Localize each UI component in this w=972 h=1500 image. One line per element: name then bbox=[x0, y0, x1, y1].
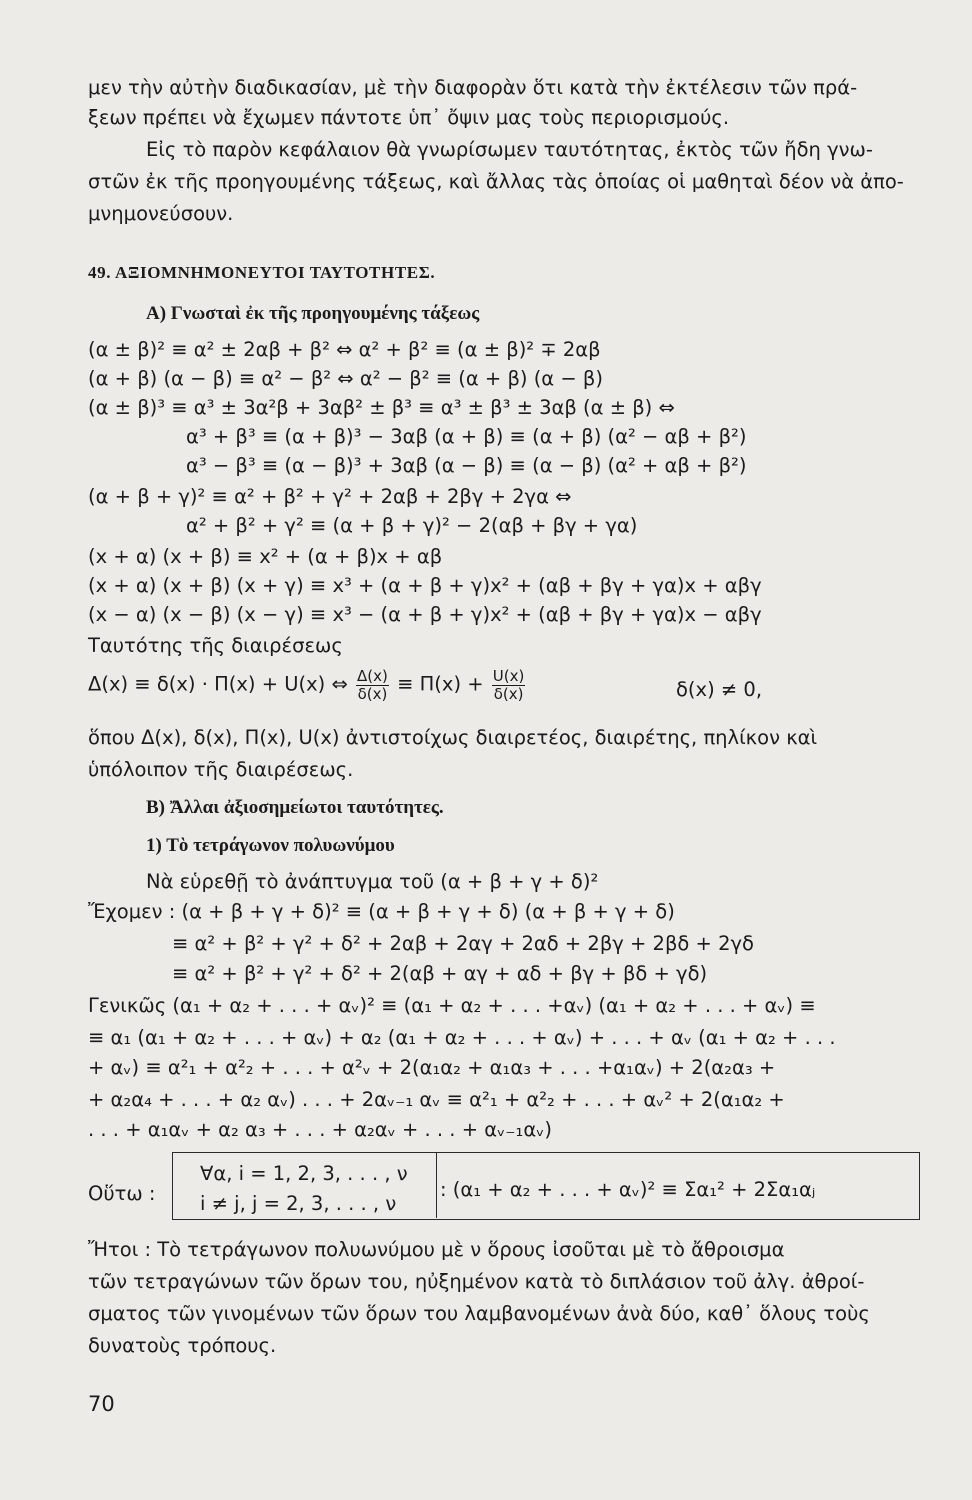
fraction-quotient bbox=[356, 668, 389, 702]
section-number: 49. bbox=[88, 263, 112, 282]
summary-condition-2: i ≠ j, j = 2, 3, . . . , ν bbox=[200, 1192, 397, 1215]
expansion-line-1: Ἔχομεν : (α + β + γ + δ)² ≡ (α + β + γ + δ) (α + β + γ + δ) bbox=[88, 900, 675, 923]
part-a-heading: Α) Γνωσταὶ ἐκ τῆς προηγουμένης τάξεως bbox=[146, 303, 480, 324]
conclusion-line-2: τῶν τετραγώνων τῶν ὅρων του, ηὐξημένον κατὰ τὸ διπλάσιον τοῦ ἀλγ. ἀθροί- bbox=[88, 1270, 865, 1293]
summary-formula: : (α₁ + α₂ + . . . + αᵥ)² ≡ Σα₁² + 2Σα₁αⱼ bbox=[440, 1178, 816, 1201]
identity-triple-product-minus: (x − α) (x − β) (x − γ) ≡ x³ − (α + β + γ)x² + (αβ + βγ + γα)x − αβγ bbox=[88, 603, 762, 626]
page-number: 70 bbox=[88, 1392, 115, 1416]
expansion-line-3: ≡ α² + β² + γ² + δ² + 2(αβ + αγ + αδ + βγ + βδ + γδ) bbox=[172, 962, 708, 985]
identity-difference-cubes: α³ − β³ ≡ (α − β)³ + 3αβ (α − β) ≡ (α − β) (α² + αβ + β²) bbox=[186, 454, 747, 477]
task-statement: Νὰ εὑρεθῇ τὸ ἀνάπτυγμα τοῦ (α + β + γ + δ)² bbox=[146, 870, 599, 893]
general-line-2: ≡ α₁ (α₁ + α₂ + . . . + αᵥ) + α₂ (α₁ + α₂ + . . . + αᵥ) + . . . + αᵥ (α₁ + α₂ + . . . bbox=[88, 1026, 836, 1049]
summary-box-divider bbox=[436, 1152, 437, 1218]
identity-sum-cubes: α³ + β³ ≡ (α + β)³ − 3αβ (α + β) ≡ (α + β) (α² − αβ + β²) bbox=[186, 425, 747, 448]
division-mid: ≡ Π(x) + bbox=[397, 672, 484, 696]
intro-line-4: στῶν ἐκ τῆς προηγουμένης τάξεως, καὶ ἄλλας τὰς ὁποίας οἱ μαθηταὶ δέον νὰ ἀπο- bbox=[88, 170, 904, 193]
identity-trinomial-square: (α + β + γ)² ≡ α² + β² + γ² + 2αβ + 2βγ + 2γα ⇔ bbox=[88, 485, 572, 508]
fraction-remainder bbox=[492, 668, 526, 702]
fraction-quotient-denominator: δ(x) bbox=[357, 684, 388, 703]
conclusion-line-3: σματος τῶν γινομένων τῶν ὅρων του λαμβανομένων ἀνὰ δύο, καθ᾽ ὅλους τοὺς bbox=[88, 1302, 870, 1325]
general-line-4: + α₂α₄ + . . . + α₂ αᵥ) . . . + 2αᵥ₋₁ αᵥ ≡ α²₁ + α²₂ + . . . + αᵥ² + 2(α₁α₂ + bbox=[88, 1088, 785, 1111]
identity-square-sum: (α ± β)² ≡ α² ± 2αβ + β² ⇔ α² + β² ≡ (α ± β)² ∓ 2αβ bbox=[88, 338, 601, 361]
conclusion-line-4: δυνατοὺς τρόπους. bbox=[88, 1334, 277, 1357]
fraction-remainder-denominator: δ(x) bbox=[493, 684, 524, 703]
fraction-remainder-numerator: U(x) bbox=[492, 667, 525, 685]
division-where-line-2: ὑπόλοιπον τῆς διαιρέσεως. bbox=[88, 758, 354, 781]
division-where-line-1: ὅπου Δ(x), δ(x), Π(x), U(x) ἀντιστοίχως διαιρετέος, διαιρέτης, πηλίκον καὶ bbox=[88, 726, 818, 749]
division-identity-title: Ταυτότης τῆς διαιρέσεως bbox=[88, 634, 343, 657]
general-line-5: . . . + α₁αᵥ + α₂ α₃ + . . . + α₂αᵥ + . . . + αᵥ₋₁αᵥ) bbox=[88, 1118, 552, 1141]
expansion-line-2: ≡ α² + β² + γ² + δ² + 2αβ + 2αγ + 2αδ + 2βγ + 2βδ + 2γδ bbox=[172, 932, 754, 955]
division-lhs: Δ(x) ≡ δ(x) · Π(x) + U(x) ⇔ bbox=[88, 672, 348, 696]
identity-difference-squares: (α + β) (α − β) ≡ α² − β² ⇔ α² − β² ≡ (α + β) (α − β) bbox=[88, 367, 603, 390]
summary-condition-1: ∀α, i = 1, 2, 3, . . . , ν bbox=[200, 1162, 408, 1185]
identity-triple-product-plus: (x + α) (x + β) (x + γ) ≡ x³ + (α + β + γ)x² + (αβ + βγ + γα)x + αβγ bbox=[88, 574, 762, 597]
identity-cube-sum: (α ± β)³ ≡ α³ ± 3α²β + 3αβ² ± β³ ≡ α³ ± β³ ± 3αβ (α ± β) ⇔ bbox=[88, 396, 675, 419]
intro-line-2: ξεων πρέπει νὰ ἔχωμεν πάντοτε ὑπ᾽ ὄψιν μας τοὺς περιορισμούς. bbox=[88, 106, 730, 129]
fraction-quotient-numerator: Δ(x) bbox=[357, 667, 388, 685]
division-identity bbox=[88, 668, 527, 702]
intro-line-1: μεν τὴν αὐτὴν διαδικασίαν, μὲ τὴν διαφορὰν ὅτι κατὰ τὴν ἐκτέλεσιν τῶν πρά- bbox=[88, 76, 858, 99]
conclusion-line-1: Ἤτοι : Τὸ τετράγωνον πολυωνύμου μὲ ν ὅρους ἰσοῦται μὲ τὸ ἄθροισμα bbox=[88, 1238, 785, 1261]
thus-label: Οὕτω : bbox=[88, 1182, 156, 1205]
part-b-heading: Β) Ἄλλαι ἀξιοσημείωτοι ταυτότητες. bbox=[146, 797, 444, 818]
identity-sum-squares: α² + β² + γ² ≡ (α + β + γ)² − 2(αβ + βγ + γα) bbox=[186, 514, 638, 537]
section-title: ΑΞΙΟΜΝΗΜΟΝΕΥΤΟΙ ΤΑΥΤΟΤΗΤΕΣ. bbox=[114, 263, 436, 282]
division-condition: δ(x) ≠ 0, bbox=[676, 678, 763, 701]
intro-line-3: Εἰς τὸ παρὸν κεφάλαιον θὰ γνωρίσωμεν ταυτότητας, ἐκτὸς τῶν ἤδη γνω- bbox=[146, 138, 873, 161]
general-line-3: + αᵥ) ≡ α²₁ + α²₂ + . . . + α²ᵥ + 2(α₁α₂ + α₁α₃ + . . . +α₁αᵥ) + 2(α₂α₃ + bbox=[88, 1056, 776, 1079]
general-line-1: Γενικῶς (α₁ + α₂ + . . . + αᵥ)² ≡ (α₁ + α₂ + . . . +αᵥ) (α₁ + α₂ + . . . + αᵥ) ≡ bbox=[88, 994, 816, 1017]
identity-binomial-product: (x + α) (x + β) ≡ x² + (α + β)x + αβ bbox=[88, 545, 443, 568]
intro-line-5: μνημονεύσουν. bbox=[88, 202, 234, 225]
polynomial-square-heading: 1) Τὸ τετράγωνον πολυωνύμου bbox=[146, 835, 395, 856]
section-heading bbox=[88, 264, 435, 281]
